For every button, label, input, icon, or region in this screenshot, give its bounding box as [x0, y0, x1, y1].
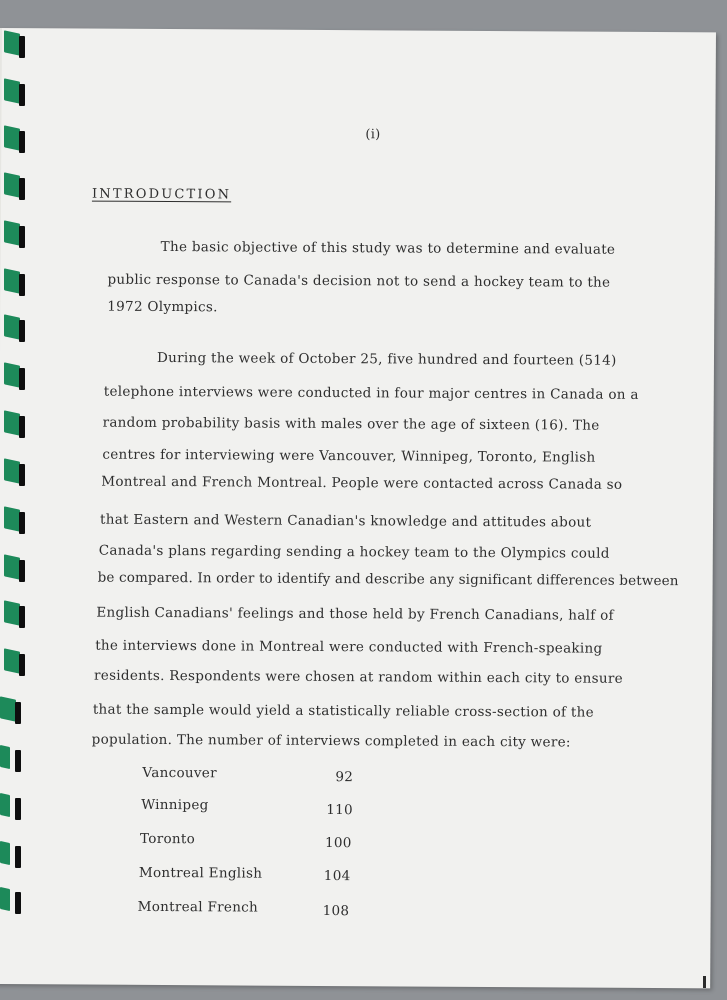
binding-bar	[19, 274, 25, 296]
binding-tab	[4, 220, 20, 245]
binding-ring	[4, 172, 26, 198]
page-edge-mark	[703, 976, 706, 988]
binding-ring	[4, 458, 26, 484]
binding-ring	[0, 792, 22, 818]
binding-tab	[4, 125, 20, 150]
binding-tab	[4, 30, 20, 55]
page-number: (i)	[365, 127, 381, 143]
binding-tab	[4, 410, 20, 435]
paragraph2-line: population. The number of interviews completed in each city were:	[91, 731, 571, 751]
binding-tab	[4, 506, 20, 531]
binding-ring	[4, 648, 26, 674]
binding-bar	[19, 226, 25, 248]
binding-tab	[4, 314, 20, 339]
binding-tab	[0, 745, 10, 769]
binding-bar	[15, 750, 21, 772]
binding-tab	[0, 696, 16, 721]
binding-tab	[4, 362, 20, 387]
binding-bar	[15, 892, 21, 914]
binding-tab	[4, 648, 20, 673]
binding-bar	[19, 464, 25, 486]
binding-bar	[15, 846, 21, 868]
binding-ring	[0, 886, 22, 912]
binding-bar	[19, 131, 25, 153]
binding-bar	[19, 416, 25, 438]
binding-bar	[19, 84, 25, 106]
city-count: 110	[326, 802, 353, 819]
document-page	[0, 28, 716, 988]
binding-tab	[4, 458, 20, 483]
binding-tab	[0, 887, 10, 911]
binding-bar	[19, 560, 25, 582]
paragraph2-line: residents. Respondents were chosen at random within each city to ensure	[93, 667, 623, 687]
binding-tab	[0, 793, 10, 817]
paragraph2-line: random probability basis with males over the age of sixteen (16). The	[102, 414, 600, 434]
binding-bar	[15, 702, 21, 724]
binding-tab	[4, 268, 20, 293]
binding-bar	[19, 178, 25, 200]
paragraph2-line: be compared. In order to identify and describe any significant differences between	[97, 569, 679, 590]
binding-ring	[4, 410, 26, 436]
binding-bar	[19, 512, 25, 534]
city-label: Montreal French	[137, 898, 259, 916]
binding-tab	[0, 841, 10, 865]
city-label: Vancouver	[142, 764, 217, 782]
paragraph2-line: the interviews done in Montreal were conducted with French-speaking	[95, 637, 603, 657]
binding-ring	[4, 314, 26, 340]
binding-tab	[4, 554, 20, 579]
binding-tab	[4, 78, 20, 103]
binding-bar	[19, 320, 25, 342]
binding-ring	[4, 362, 26, 388]
city-label: Winnipeg	[141, 796, 209, 814]
spiral-binding	[0, 0, 40, 1000]
paragraph2-line: Montreal and French Montreal. People were contacted across Canada so	[101, 473, 623, 493]
paragraph1-line: public response to Canada's decision not to send a hockey team to the	[107, 271, 611, 291]
binding-ring	[4, 220, 26, 246]
binding-tab	[4, 172, 20, 197]
binding-bar	[19, 654, 25, 676]
paragraph2-line: that Eastern and Western Canadian's knowledge and attitudes about	[99, 511, 592, 531]
binding-bar	[19, 368, 25, 390]
binding-ring	[0, 744, 22, 770]
paragraph1-line: The basic objective of this study was to determine and evaluate	[160, 238, 616, 258]
binding-ring	[4, 78, 26, 104]
binding-ring	[0, 696, 22, 722]
paragraph2-line: English Canadians' feelings and those held by French Canadians, half of	[96, 604, 614, 624]
paragraph2-line: centres for interviewing were Vancouver, Winnipeg, Toronto, English	[102, 446, 596, 466]
binding-bar	[15, 798, 21, 820]
binding-ring	[4, 268, 26, 294]
binding-ring	[4, 30, 26, 56]
city-label: Montreal English	[138, 864, 263, 882]
binding-ring	[4, 125, 26, 151]
city-label: Toronto	[140, 830, 196, 848]
binding-tab	[4, 600, 20, 625]
binding-ring	[4, 506, 26, 532]
paragraph2-line: Canada's plans regarding sending a hockey team to the Olympics could	[98, 542, 610, 562]
city-count: 108	[322, 902, 350, 920]
city-count: 104	[323, 867, 351, 885]
paragraph2-line: During the week of October 25, five hundred and fourteen (514)	[156, 349, 617, 369]
binding-bar	[19, 36, 25, 58]
section-heading: INTRODUCTION	[91, 186, 232, 203]
city-count: 100	[324, 835, 352, 852]
paragraph1-line: 1972 Olympics.	[107, 298, 218, 316]
city-count: 92	[335, 769, 354, 786]
binding-bar	[19, 606, 25, 628]
binding-ring	[4, 600, 26, 626]
binding-ring	[0, 840, 22, 866]
paragraph2-line: telephone interviews were conducted in four major centres in Canada on a	[103, 383, 639, 403]
paragraph2-line: that the sample would yield a statistically reliable cross-section of the	[92, 701, 595, 721]
binding-ring	[4, 554, 26, 580]
